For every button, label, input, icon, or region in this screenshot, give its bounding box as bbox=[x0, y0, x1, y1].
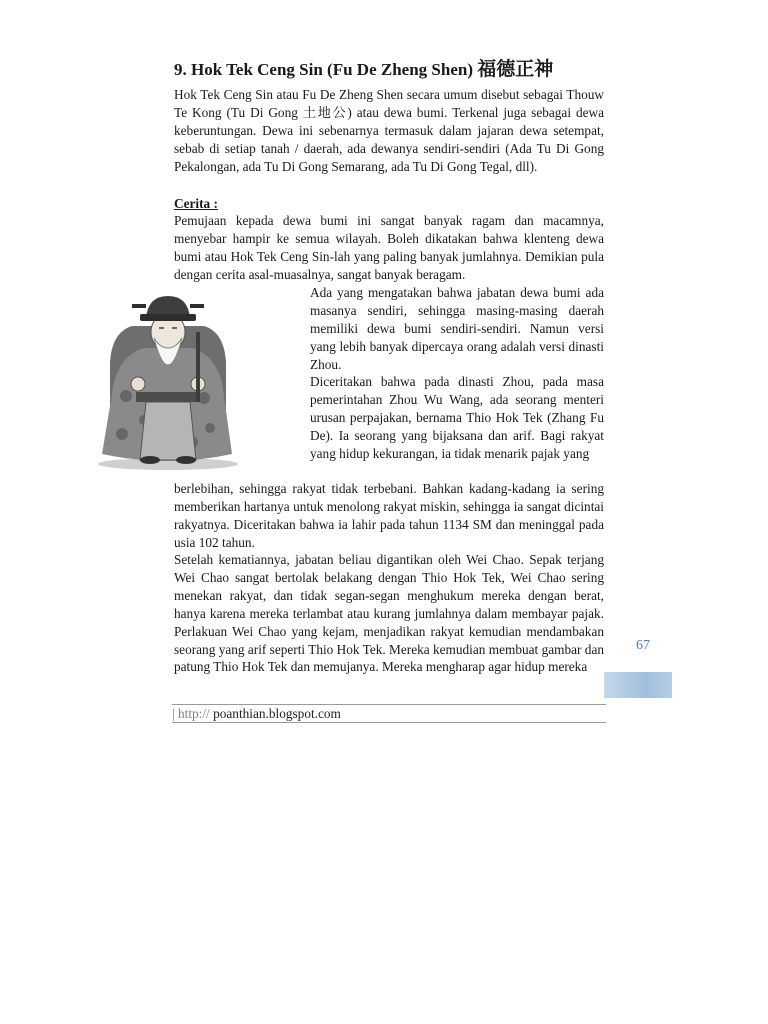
section-title: Hok Tek Ceng Sin (Fu De Zheng Shen) bbox=[191, 60, 473, 79]
ada-paragraph: Ada yang mengatakan bahwa jabatan dewa bumi ada masanya sendiri, sehingga masing-masing daerah memiliki dewa bumi sendiri-sendiri. Namun versi yang lebih banyak dipercaya orang adalah versi dinasti Zhou. bbox=[310, 285, 604, 372]
deity-illustration bbox=[92, 292, 268, 472]
section-heading bbox=[174, 56, 614, 83]
section-number: 9. bbox=[174, 60, 187, 79]
section-title-chinese: 福德正神 bbox=[477, 58, 554, 80]
intro-paragraph: Hok Tek Ceng Sin atau Fu De Zheng Shen secara umum disebut sebagai Thouw Te Kong (Tu Di Gong 土地公) atau dewa bumi. Terkenal juga sebagai dewa keberuntungan. Dewa ini sebenarnya termasuk dalam jajaran dewa setempat, sebab di setiap tanah / daerah, ada dewanya sendiri-sendiri (Ada Tu Di Gong Pekalongan, ada Tu Di Gong Semarang, ada Tu Di Gong Tegal, dll). bbox=[174, 87, 604, 174]
setelah-paragraph: Setelah kematiannya, jabatan beliau digantikan oleh Wei Chao. Sepak terjang Wei Chao sangat bertolak belakang dengan Thio Hok Tek, Wei Chao sering menekan rakyat, dan tidak segan-segan menghukum mereka dengan berat, hanya karena mereka terlambat atau kurang jumlahnya dalam membayar pajak. Perlakuan Wei Chao yang kejam, menjadikan rakyat kemudian mendambakan seorang yang arif seperti Thio Hok Tek. Mereka kemudian membuat gambar dan patung Thio Hok Tek dan memujanya. Mereka mengharap agar hidup mereka bbox=[174, 552, 604, 675]
footer-protocol: | http:// bbox=[172, 706, 210, 721]
cerita-paragraph: Pemujaan kepada dewa bumi ini sangat banyak ragam dan macamnya, menyebar hampir ke semua wilayah. Boleh dikatakan bahwa klenteng dewa bumi atau Hok Tek Ceng Sin-lah yang paling banyak jumlahnya. Demikian pula dengan cerita asal-muasalnya, sangat banyak beragam. bbox=[174, 213, 604, 282]
robe-front-panel bbox=[140, 402, 196, 460]
diceritakan-paragraph: Diceritakan bahwa pada dinasti Zhou, pada masa pemerintahan Zhou Wu Wang, ada seorang menteri urusan perpajakan, bernama Thio Hok Tek (Zhang Fu De). Ia seorang yang bijaksana dan arif. Bagi rakyat yang hidup kekurangan, ia tidak menarik pajak yang bbox=[310, 374, 604, 461]
page-number: 67 bbox=[636, 638, 650, 653]
footer-rule-bottom bbox=[172, 722, 606, 723]
continuation-paragraph: berlebihan, sehingga rakyat tidak terbebani. Bahkan kadang-kadang ia sering memberikan hartanya untuk menolong rakyat miskin, sehingga ia sangat dicintai rakyatnya. Diceritakan bahwa ia lahir pada tahun 1134 SM dan meninggal pada usia 102 tahun. bbox=[174, 481, 604, 550]
footer-site-link[interactable]: poanthian.blogspot.com bbox=[213, 706, 341, 721]
page-corner-decoration bbox=[604, 672, 672, 698]
cerita-label: Cerita : bbox=[174, 196, 218, 211]
footer-url[interactable] bbox=[172, 705, 341, 722]
